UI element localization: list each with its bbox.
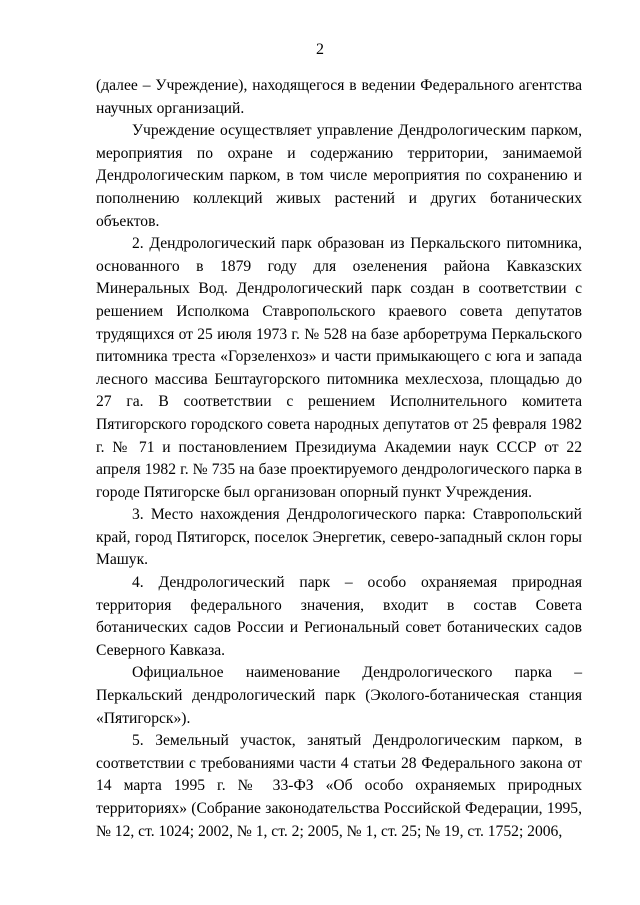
paragraph-official-name: Официальное наименование Дендрологического парка – Перкальский дендрологический парк (Эколого-ботаническая станция «Пятигорск»).	[96, 664, 582, 727]
document-body	[96, 75, 582, 843]
page-number: 2	[316, 41, 324, 58]
paragraph-2-history: 2. Дендрологический парк образован из Перкальского питомника, основанного в 1879 году для озеленения района Кавказских Минеральных Вод. Дендрологический парк создан в соответствии с решением Исполкома Ставропольского краевого совета депутатов трудящихся от 25 июля 1973 г. № 528 на базе арборетрума Перкальского питомника треста «Горзеленхоз» и части примыкающего с юга и запада лесного массива Бештаугорского питомника мехлесхоза, площадью до 27 га. В соответствии с решением Исполнительного комитета Пятигорского городского совета народных депутатов от 25 февраля 1982 г. № 71 и постановлением Президиума Академии наук СССР от 22 апреля 1982 г. № 735 на базе проектируемого дендрологического парка в городе Пятигорске был организован опорный пункт Учреждения.	[96, 235, 582, 501]
paragraph-3-location: 3. Место нахождения Дендрологического парка: Ставропольский край, город Пятигорск, поселок Энергетик, северо-западный склон горы Машук.	[96, 506, 582, 569]
paragraph-continuation: (далее – Учреждение), находящегося в ведении Федерального агентства научных организаций.	[96, 77, 582, 117]
paragraph-institution-management: Учреждение осуществляет управление Дендрологическим парком, мероприятия по охране и содержанию территории, занимаемой Дендрологическим парком, в том числе мероприятия по сохранению и пополнению коллекций живых растений и других ботанических объектов.	[96, 122, 582, 230]
paragraph-4-status: 4. Дендрологический парк – особо охраняемая природная территория федерального значения, входит в состав Совета ботанических садов России и Региональный совет ботанических садов Северного Кавказа.	[96, 574, 582, 659]
paragraph-5-land-plot: 5. Земельный участок, занятый Дендрологическим парком, в соответствии с требованиями части 4 статьи 28 Федерального закона от 14 марта 1995 г. № 33-ФЗ «Об особо охраняемых природных территориях» (Собрание законодательства Российской Федерации, 1995, № 12, ст. 1024; 2002, № 1, ст. 2; 2005, № 1, ст. 25; № 19, ст. 1752; 2006,	[96, 732, 582, 840]
